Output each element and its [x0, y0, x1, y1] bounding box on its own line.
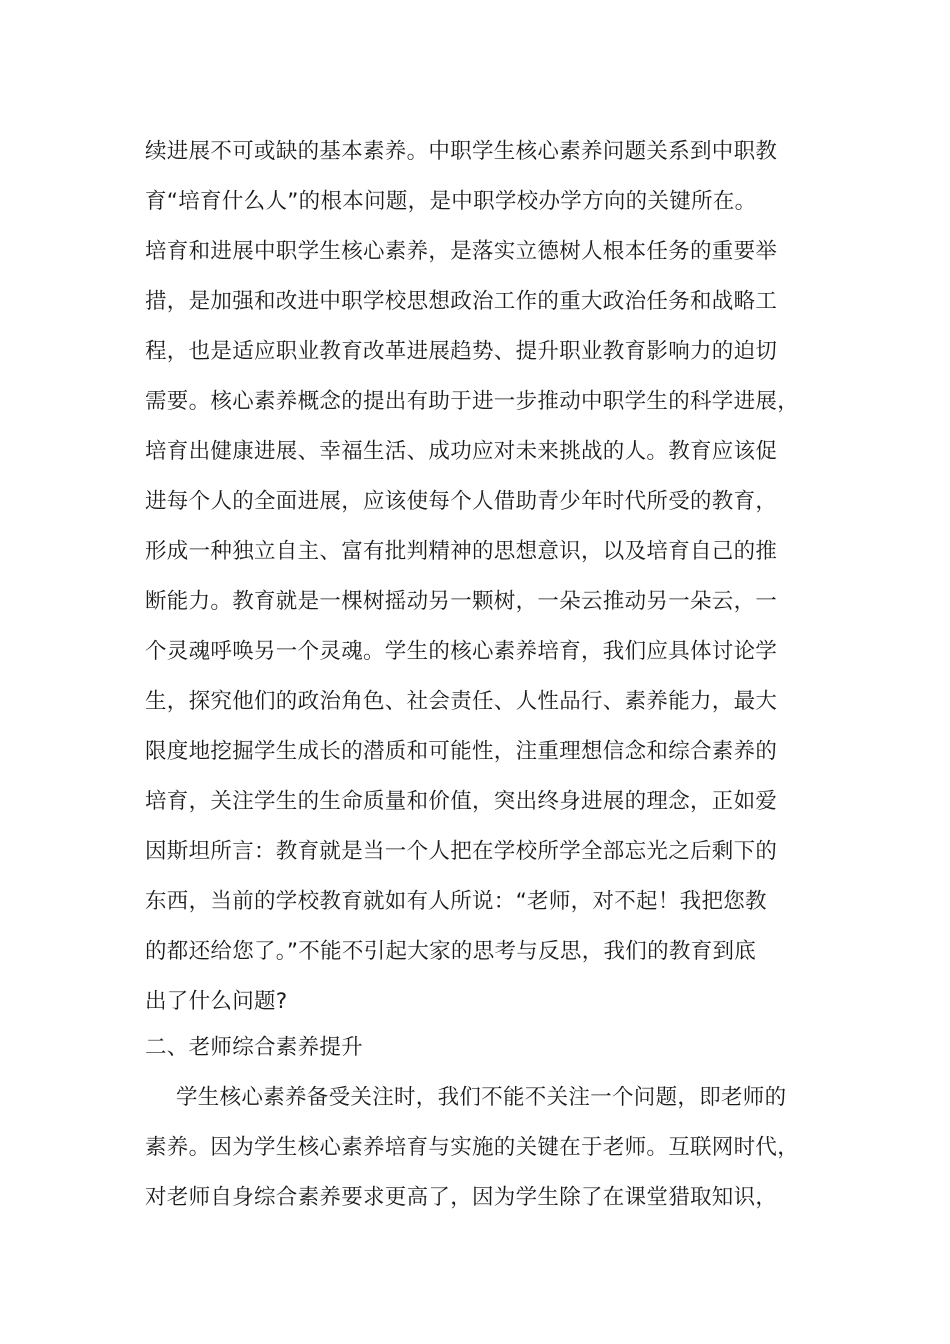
paragraph-line: 育“培育什么人”的根本问题，是中职学校办学方向的关键所在。: [145, 189, 757, 214]
paragraph-line: 程，也是适应职业教育改革进展趋势、提升职业教育影响力的迫切: [145, 339, 778, 364]
paragraph-line: 培育，关注学生的生命质量和价值，突出终身进展的理念，正如爱: [145, 789, 778, 814]
paragraph-line: 进每个人的全面进展，应该使每个人借助青少年时代所受的教育，: [145, 489, 778, 514]
paragraph-line: 个灵魂呼唤另一个灵魂。学生的核心素养培育，我们应具体讨论学: [145, 639, 778, 664]
paragraph-line: 的都还给您了。”不能不引起大家的思考与反思，我们的教育到底: [145, 939, 757, 964]
paragraph-line: 东西，当前的学校教育就如有人所说：“老师，对不起！我把您教: [145, 889, 767, 914]
paragraph-line: 限度地挖掘学生成长的潜质和可能性，注重理想信念和综合素养的: [145, 739, 778, 764]
paragraph-line: 措，是加强和改进中职学校思想政治工作的重大政治任务和战略工: [145, 289, 778, 314]
paragraph-line: 培育出健康进展、幸福生活、成功应对未来挑战的人。教育应该促: [145, 439, 778, 464]
section-heading: 二、老师综合素养提升: [145, 1035, 364, 1060]
paragraph-line: 学生核心素养备受关注时，我们不能不关注一个问题，即老师的: [176, 1085, 787, 1110]
paragraph-line: 素养。因为学生核心素养培育与实施的关键在于老师。互联网时代，: [145, 1135, 800, 1160]
paragraph-line: 断能力。教育就是一棵树摇动另一颗树，一朵云推动另一朵云，一: [145, 589, 778, 614]
paragraph-line: 需要。核心素养概念的提出有助于进一步推动中职学生的科学进展，: [145, 389, 800, 414]
paragraph-line: 生，探究他们的政治角色、社会责任、人性品行、素养能力，最大: [145, 689, 778, 714]
paragraph-line: 形成一种独立自主、富有批判精神的思想意识，以及培育自己的推: [145, 539, 778, 564]
paragraph-line: 续进展不可或缺的基本素养。中职学生核心素养问题关系到中职教: [145, 139, 778, 164]
paragraph-line: 对老师自身综合素养要求更高了，因为学生除了在课堂猎取知识，: [145, 1185, 778, 1210]
paragraph-line: 出了什么问题?: [145, 989, 288, 1014]
paragraph-line: 因斯坦所言：教育就是当一个人把在学校所学全部忘光之后剩下的: [145, 839, 778, 864]
paragraph-line: 培育和进展中职学生核心素养，是落实立德树人根本任务的重要举: [145, 239, 778, 264]
